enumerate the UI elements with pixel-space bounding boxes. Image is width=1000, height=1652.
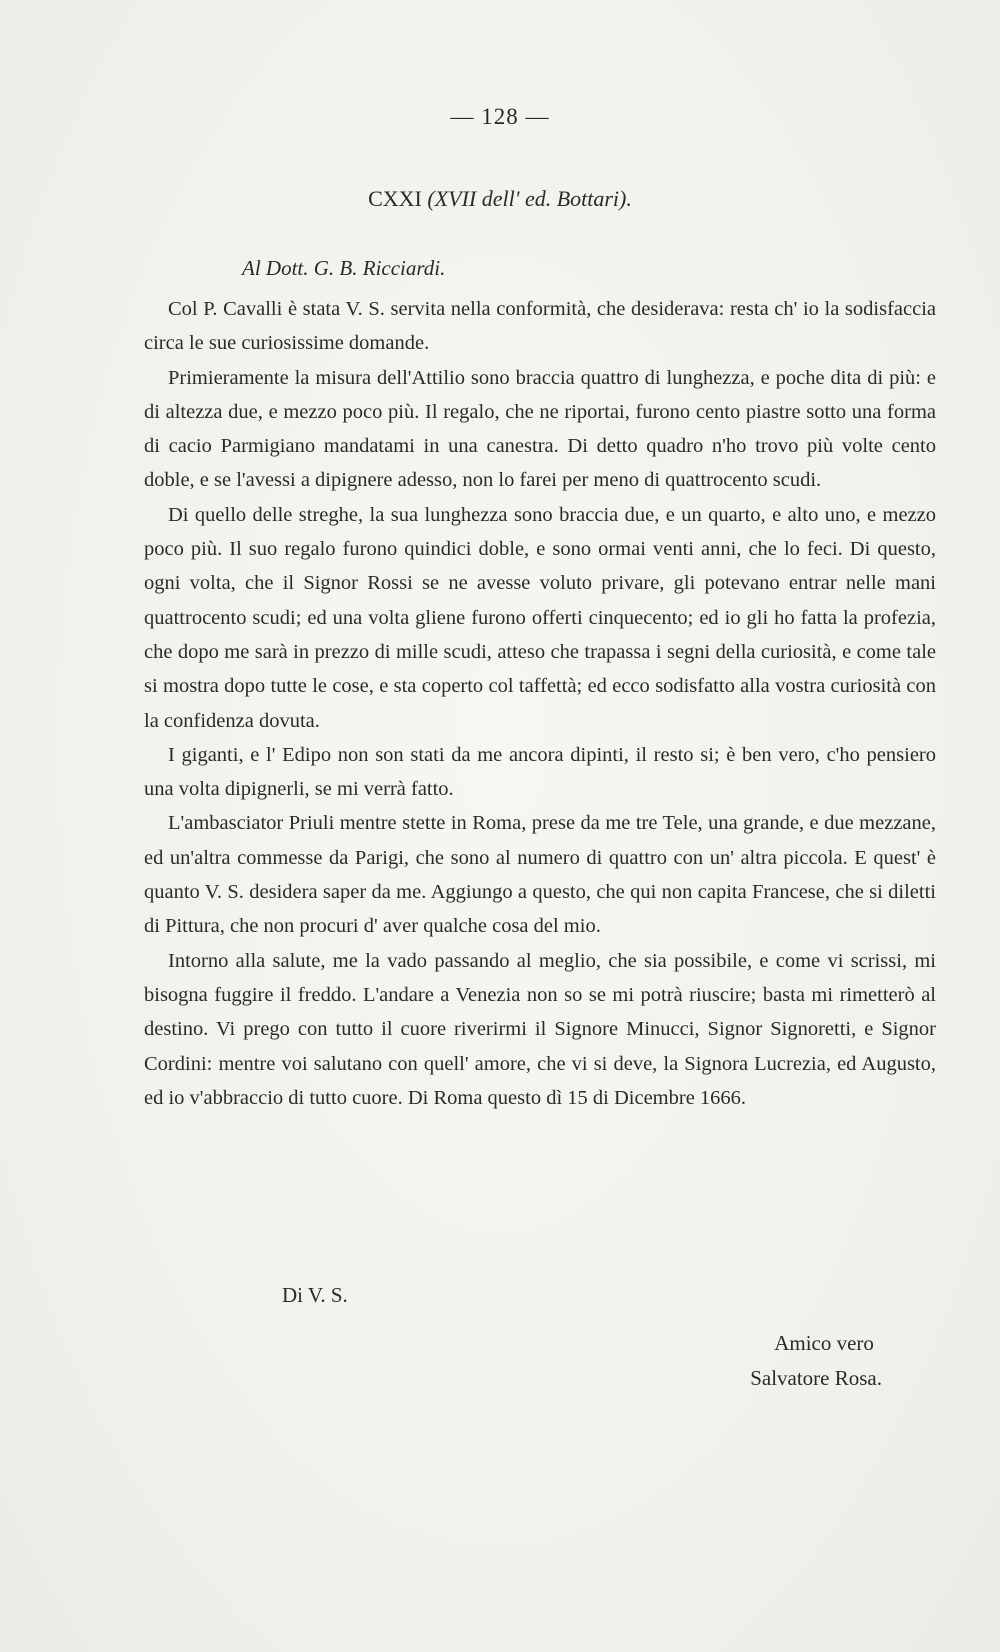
addressee: Al Dott. G. B. Ricciardi. <box>242 256 446 280</box>
letter-body <box>144 292 936 1115</box>
signature-line-1: Amico vero <box>774 1331 874 1355</box>
paragraph: Col P. Cavalli è stata V. S. servita nella conformità, che desiderava: resta ch' io la sodisfaccia circa le sue curiosissime domande. <box>144 298 936 355</box>
letter-reference: (XVII dell' ed. Bottari). <box>427 186 632 211</box>
signature-line-2: Salvatore Rosa. <box>750 1366 882 1390</box>
signature-block <box>750 1326 882 1396</box>
paragraph: Intorno alla salute, me la vado passando al meglio, che sia possibile, e come vi scrissi, mi bisogna fuggire il freddo. L'andare a Venezia non so se mi potrà riuscire; basta mi rimetterò al destino. Vi prego con tutto il cuore riverirmi il Signore Minucci, Signor Signoretti, e Signor Cordini: mentre voi salutano con quell' amore, che vi si deve, la Signora Lucrezia, ed Augusto, ed io v'abbraccio di tutto cuore. Di Roma questo dì 15 di Dicembre 1666. <box>144 949 936 1109</box>
letter-heading <box>0 186 1000 212</box>
paragraph: Primieramente la misura dell'Attilio sono braccia quattro di lunghezza, e poche dita di più: e di altezza due, e mezzo poco più. Il regalo, che ne riportai, furono cento piastre sotto una forma di cacio Parmigiano mandatami in una canestra. Di detto quadro n'ho trovo più volte cento doble, e se l'avessi a dipignere adesso, non lo farei per meno di quattrocento scudi. <box>144 366 936 492</box>
letter-number: CXXI <box>368 186 422 211</box>
paragraph: Di quello delle streghe, la sua lunghezza sono braccia due, e un quarto, e alto uno, e mezzo poco più. Il suo regalo furono quindici doble, e sono ormai venti anni, che lo feci. Di questo, ogni volta, che il Signor Rossi se ne avesse voluto privare, gli potevano entrar nelle mani quattrocento scudi; ed una volta gliene furono offerti cinquecento; ed io gli ho fatta la profezia, che dopo me sarà in prezzo di mille scudi, atteso che trapassa i segni della curiosità, e come tale si mostra dopo tutte le cose, e sta coperto col taffettà; ed ecco sodisfatto alla vostra curiosità con la confidenza dovuta. <box>144 503 936 732</box>
paragraph: L'ambasciator Priuli mentre stette in Roma, prese da me tre Tele, una grande, e due mezzane, ed un'altra commesse da Parigi, che sono al numero di quattro con un' altra piccola. E quest' è quanto V. S. desidera saper da me. Aggiungo a questo, che qui non capita Francese, che si diletti di Pittura, che non procuri d' aver qualche cosa del mio. <box>144 812 936 938</box>
paragraph: I giganti, e l' Edipo non son stati da me ancora dipinti, il resto si; è ben vero, c'ho pensiero una volta dipignerli, se mi verrà fatto. <box>144 743 936 801</box>
closing-salutation: Di V. S. <box>282 1283 348 1307</box>
page-number: — 128 — <box>450 104 550 129</box>
